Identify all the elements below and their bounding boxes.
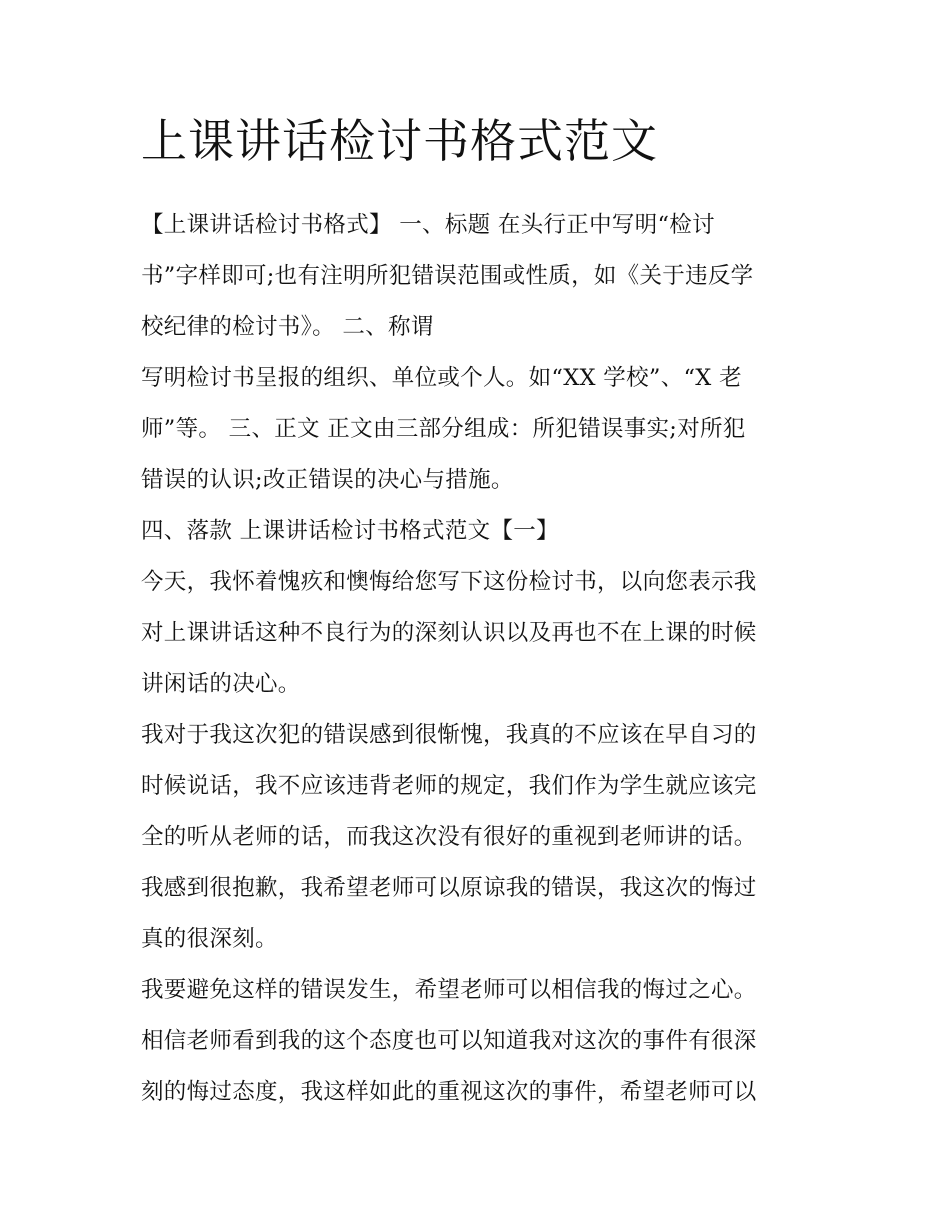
text-line: 写明检讨书呈报的组织、单位或个人。如“XX 学校”、“X 老 (141, 365, 742, 391)
document-body (141, 200, 831, 1118)
text-line: 时候说话，我不应该违背老师的规定，我们作为学生就应该完 (141, 773, 757, 799)
text-line: 讲闲话的决心。 (141, 671, 301, 697)
text-line: 师”等。 三、正文 正文由三部分组成：所犯错误事实;对所犯 (141, 416, 746, 442)
text-line: 书”字样即可;也有注明所犯错误范围或性质，如《关于违反学 (141, 263, 754, 289)
text-line: 校纪律的检讨书》。 二、称谓 (141, 314, 434, 340)
text-line: 错误的认识;改正错误的决心与措施。 (141, 467, 514, 493)
text-line: 四、落款 上课讲话检讨书格式范文【一】 (141, 518, 559, 544)
text-line: 刻的悔过态度，我这样如此的重视这次的事件，希望老师可以 (141, 1079, 757, 1105)
text-line: 今天，我怀着愧疚和懊悔给您写下这份检讨书，以向您表示我 (141, 569, 757, 595)
text-line: 真的很深刻。 (141, 926, 278, 952)
text-line: 对上课讲话这种不良行为的深刻认识以及再也不在上课的时候 (141, 620, 757, 646)
text-line: 相信老师看到我的这个态度也可以知道我对这次的事件有很深 (141, 1028, 757, 1054)
page-title: 上课讲话检讨书格式范文 (141, 114, 658, 168)
text-line: 【上课讲话检讨书格式】 一、标题 在头行正中写明“检讨 (141, 212, 715, 238)
text-line: 我感到很抱歉，我希望老师可以原谅我的错误，我这次的悔过 (141, 875, 757, 901)
text-line: 我要避免这样的错误发生，希望老师可以相信我的悔过之心。 (141, 977, 757, 1003)
text-line: 我对于我这次犯的错误感到很惭愧，我真的不应该在早自习的 (141, 722, 757, 748)
text-line: 全的听从老师的话，而我这次没有很好的重视到老师讲的话。 (141, 824, 757, 850)
